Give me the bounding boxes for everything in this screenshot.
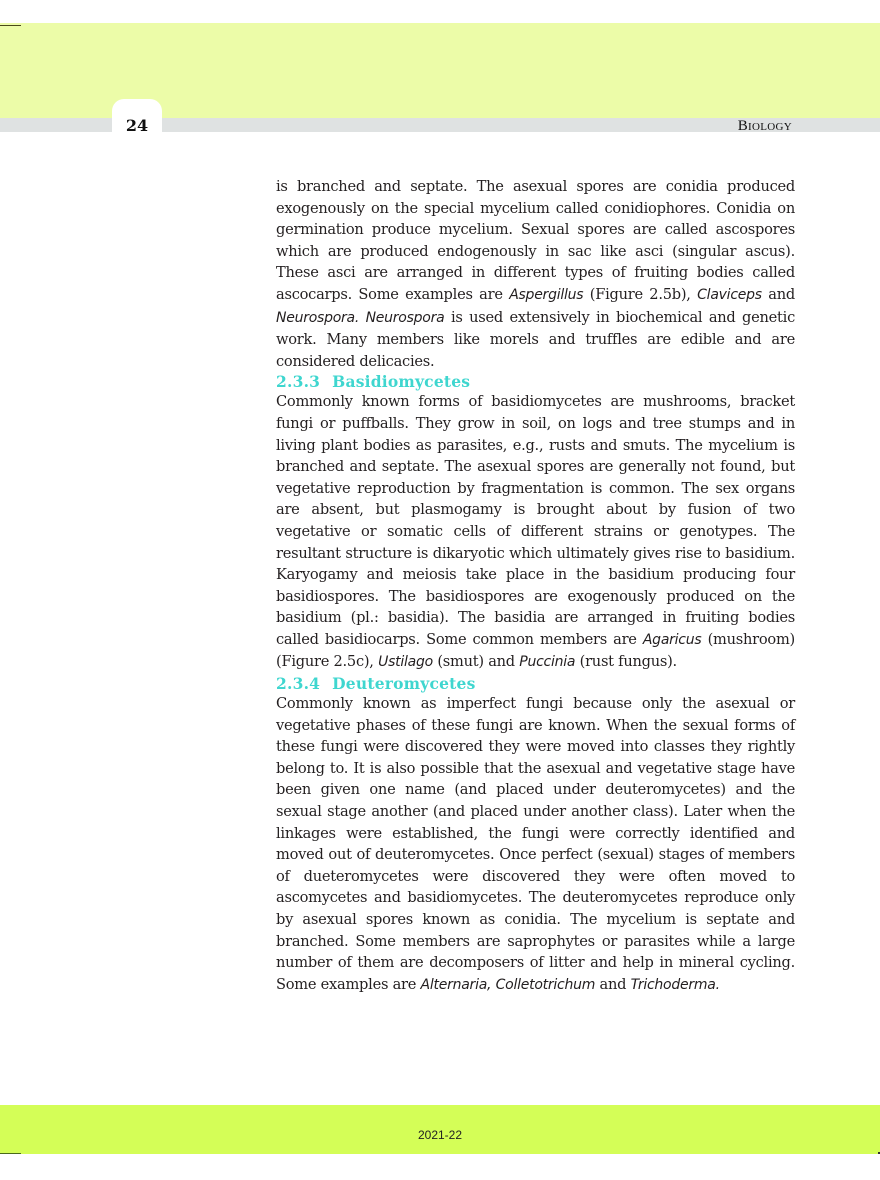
intro-paragraph (276, 176, 795, 372)
text-run: Commonly known as imperfect fungi because only the asexual or vegetative phases of these fungi are known. When the sexual forms of these fungi were discovered they were moved into classes they rightly belong to. It is also possible that the asexual and vegetative stage have been given one name (and placed under deuteromycetes) and the sexual stage another (and placed under another class). Later when the linkages were established, the fungi were correctly identified and moved out of deuteromycetes. Once perfect (sexual) stages of members of dueteromycetes were discovered they were often moved to ascomycetes and basidiomycetes. The deuteromycetes reproduce only by asexual spores known as conidia. The mycelium is septate and branched. Some members are saprophytes or parasites while a large number of them are decomposers of litter and help in mineral cycling. Some examples are (276, 695, 795, 993)
text-run: (mushroom) (Figure 2.5c), (276, 630, 795, 671)
italic-term: Aspergillus (509, 286, 584, 303)
crop-mark (0, 25, 21, 26)
section-title: Basidiomycetes (332, 372, 471, 392)
text-run: and (761, 285, 795, 303)
italic-term: Puccinia (519, 654, 576, 671)
italic-term: Claviceps (697, 286, 762, 303)
italic-term: Trichoderma. (630, 976, 720, 993)
italic-term: Neurospora (365, 309, 445, 326)
text-run: (rust fungus). (575, 653, 677, 671)
section-heading-deuteromycetes (276, 674, 795, 693)
section-heading-basidiomycetes (276, 372, 795, 391)
page-content (276, 176, 795, 996)
text-run: (smut) and (432, 653, 520, 671)
deuteromycetes-paragraph (276, 693, 795, 996)
italic-term: Agaricus (642, 631, 702, 648)
text-run: is used extensively in biochemical and genetic work. Many members like morels and truffles are edible and are considered delicacies. (276, 308, 796, 370)
italic-term: Alternaria, (420, 976, 492, 993)
italic-term: Colletotrichum (495, 976, 596, 993)
section-number: 2.3.4 (276, 674, 321, 694)
footer-year: 2021-22 (417, 1128, 463, 1142)
italic-term: Neurospora. (276, 309, 360, 326)
text-run: Commonly known forms of basidiomycetes are mushrooms, bracket fungi or puffballs. They grow in soil, on logs and tree stumps and in living plant bodies as parasites, e.g., rusts and smuts. The mycelium is branched and septate. The asexual spores are generally not found, but vegetative reproduction by fragmentation is common. The sex organs are absent, but plasmogamy is brought about by fusion of two vegetative or somatic cells of different strains or genotypes. The resultant structure is dikaryotic which ultimately gives rise to basidium. Karyogamy and meiosis take place in the basidium producing four basidiospores. The basidiospores are exogenously produced on the basidium (pl.: basidia). The basidia are arranged in fruiting bodies called basidiocarps. Some common members are (276, 393, 795, 648)
basidiomycetes-paragraph (276, 391, 795, 674)
text-run: is branched and septate. The asexual spores are conidia produced exogenously on the special mycelium called conidiophores. Conidia on germination produce mycelium. Sexual spores are called ascospores which are produced endogenously in sac like asci (singular ascus). These asci are arranged in different types of fruiting bodies called ascocarps. Some examples are (276, 178, 795, 303)
page-number: 24 (125, 116, 149, 135)
italic-term: Ustilago (378, 654, 433, 671)
running-head: Biology (737, 118, 792, 134)
section-title: Deuteromycetes (332, 674, 476, 694)
crop-mark (0, 1153, 21, 1154)
section-number: 2.3.3 (276, 372, 321, 392)
text-run: (Figure 2.5b), (583, 285, 698, 303)
text-run: and (595, 975, 631, 993)
